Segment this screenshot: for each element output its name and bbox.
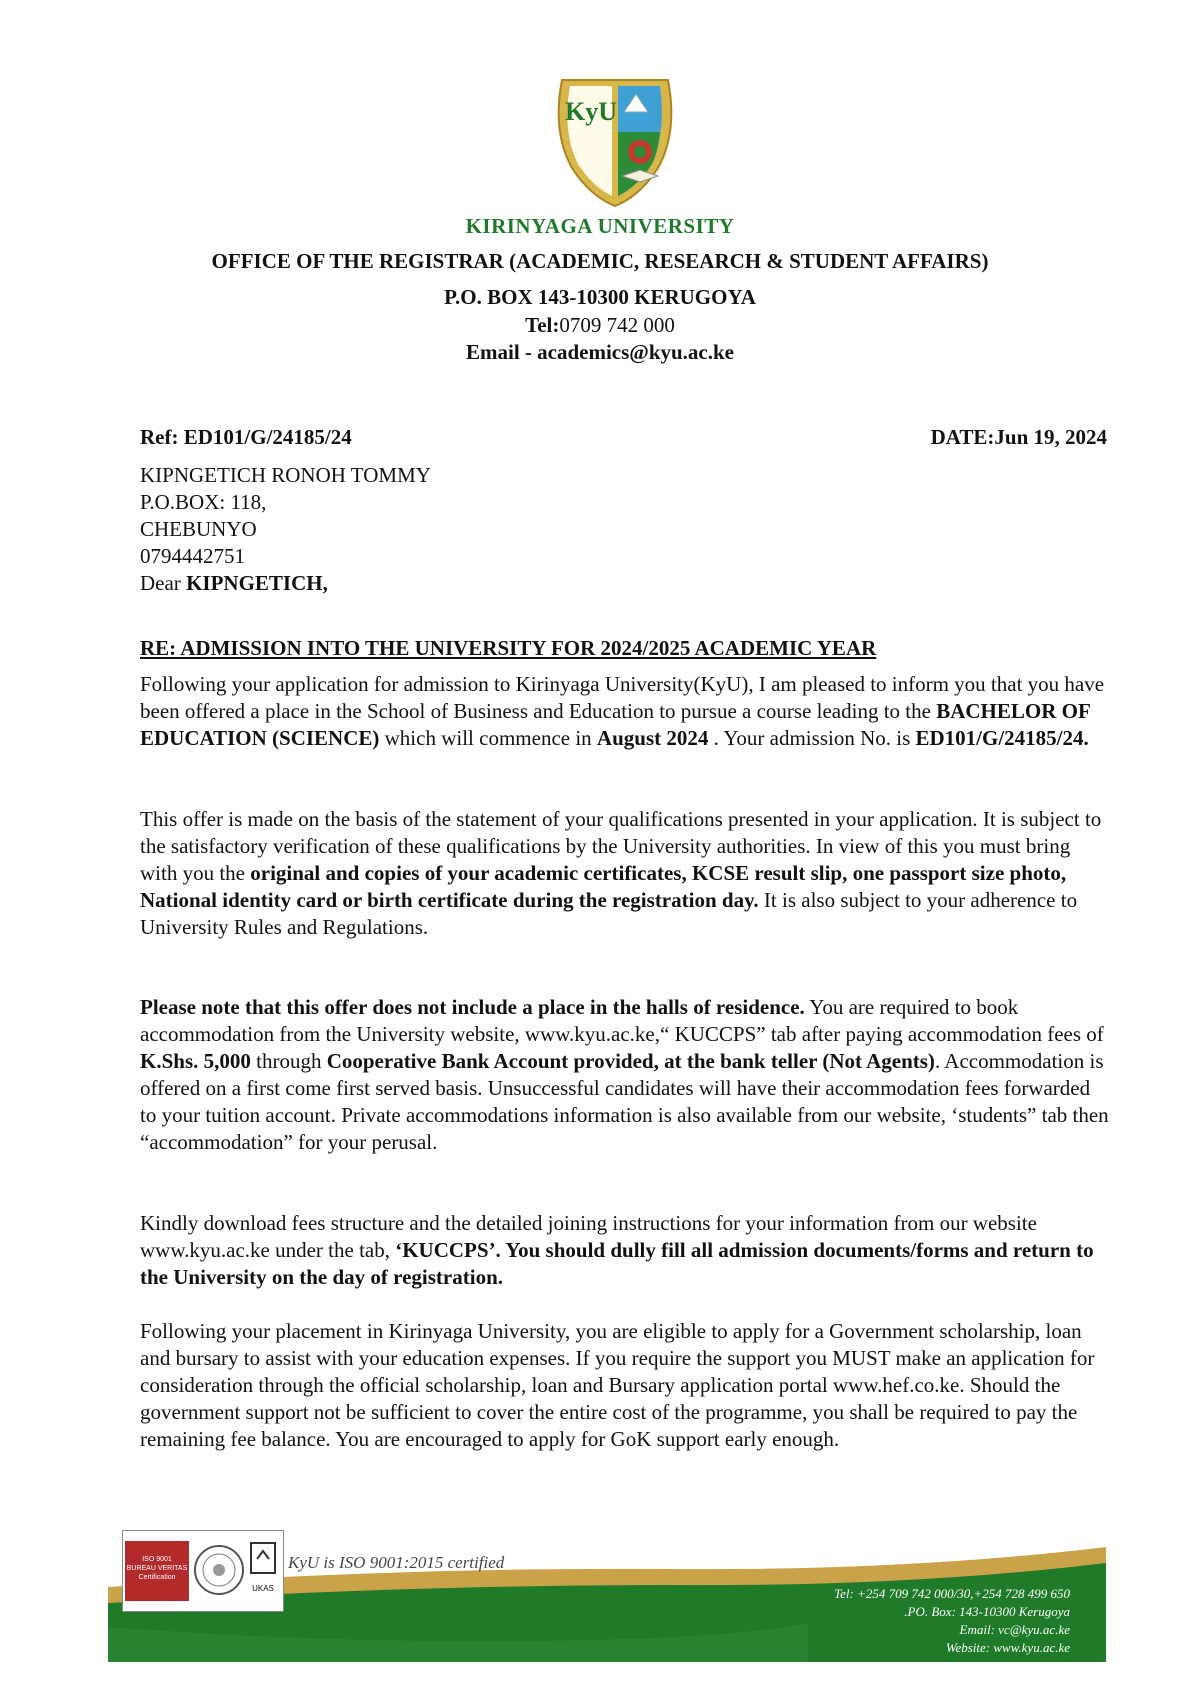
forms-instruction: ‘KUCCPS’. You should dully fill all admission documents/forms and return to the University on the day of registration. xyxy=(140,1238,1094,1289)
crest-letters: KyU xyxy=(565,97,617,126)
paragraph-accommodation: Please note that this offer does not include a place in the halls of residence. You are required to book accommodation from the University website, www.kyu.ac.ke,“ KUCCPS” tab after paying accommodation fees of K.Shs. 5,000 through Cooperative Bank Account provided, at the bank teller (Not Agents). Accommodation is offered on a first come first served basis. Unsuccessful candidates will have their accommodation fees forwarded to your tuition account. Private accommodations information is also available from our website, ‘students” tab then “accommodation” for your perusal. xyxy=(140,995,1109,1154)
residence-note: Please note that this offer does not include a place in the halls of residence. xyxy=(140,995,805,1019)
recipient-address xyxy=(140,462,431,597)
letter-subject: RE: ADMISSION INTO THE UNIVERSITY FOR 2024/2025 ACADEMIC YEAR xyxy=(140,636,877,660)
salutation xyxy=(140,570,431,597)
certification-badge xyxy=(122,1530,284,1612)
ukas-logo xyxy=(247,1539,279,1601)
salutation-word: Dear xyxy=(140,571,181,595)
recipient-name: KIPNGETICH RONOH TOMMY xyxy=(140,463,431,487)
tel-number: 0709 742 000 xyxy=(559,313,675,337)
paragraph-verification: This offer is made on the basis of the statement of your qualifications presented in your application. It is subject to the satisfactory verification of these qualifications by the University authorities. In view of this you must bring with you the original and copies of your academic certificates, KCSE result slip, one passport size photo, National identity card or birth certificate during the registration day. It is also subject to your adherence to University Rules and Regulations. xyxy=(140,807,1102,939)
ukas-crown-icon xyxy=(247,1539,279,1579)
commencement-date: August 2024 xyxy=(596,726,709,750)
paragraph-scholarship: Following your placement in Kirinyaga University, you are eligible to apply for a Government scholarship, loan and bursary to assist with your education expenses. If you require the support you MUST make an application for consideration through the official scholarship, loan and Bursary application portal www.hef.co.ke. Should the government support not be sufficient to cover the entire cost of the programme, you shall be required to pay the remaining fee balance. You are encouraged to apply for GoK support early enough. xyxy=(140,1319,1095,1451)
tel-label: Tel: xyxy=(525,313,560,337)
course-name: BACHELOR OF EDUCATION (SCIENCE) xyxy=(140,699,1091,750)
certification-seal-icon xyxy=(193,1535,245,1605)
university-crest-logo xyxy=(540,72,690,212)
footer-tel: Tel: +254 709 742 000/30,+254 728 499 650 xyxy=(834,1586,1070,1601)
office-email: Email - academics@kyu.ac.ke xyxy=(465,340,735,364)
accommodation-fee: K.Shs. 5,000 xyxy=(140,1049,251,1073)
payment-method: Cooperative Bank Account provided, at the bank teller (Not Agents) xyxy=(326,1049,935,1073)
recipient-phone: 0794442751 xyxy=(140,544,245,568)
bureau-veritas-logo: ISO 9001 BUREAU VERITAS Certification xyxy=(125,1541,189,1601)
ukas-label: UKAS xyxy=(252,1584,274,1593)
recipient-town: CHEBUNYO xyxy=(140,517,257,541)
footer-email: Email: vc@kyu.ac.ke xyxy=(959,1622,1070,1637)
footer-box: .PO. Box: 143-10300 Kerugoya xyxy=(904,1604,1070,1619)
letter-date: DATE:Jun 19, 2024 xyxy=(930,425,1107,449)
reference-number: Ref: ED101/G/24185/24 xyxy=(140,425,352,449)
postal-address: P.O. BOX 143-10300 KERUGOYA xyxy=(444,285,756,309)
paragraph-offer: Following your application for admission to Kirinyaga University(KyU), I am pleased to inform you that you have been offered a place in the School of Business and Education to pursue a course leading to the BACHELOR OF EDUCATION (SCIENCE) which will commence in August 2024 . Your admission No. is ED101/G/24185/24. xyxy=(140,672,1105,750)
office-title: OFFICE OF THE REGISTRAR (ACADEMIC, RESEARCH & STUDENT AFFAIRS) xyxy=(211,249,989,273)
iso-certification-text: KyU is ISO 9001:2015 certified xyxy=(288,1553,505,1572)
footer-contact xyxy=(834,1585,1070,1657)
admission-number: ED101/G/24185/24. xyxy=(915,726,1089,750)
paragraph-fees-structure: Kindly download fees structure and the detailed joining instructions for your information from our website www.kyu.ac.ke under the tab, ‘KUCCPS’. You should dully fill all admission documents/forms and return to the University on the day of registration. xyxy=(140,1211,1094,1289)
university-name: KIRINYAGA UNIVERSITY xyxy=(465,214,735,238)
required-documents: original and copies of your academic certificates, KCSE result slip, one passport size photo, National identity card or birth certificate during the registration day. xyxy=(140,861,1067,912)
salutation-name: KIPNGETICH, xyxy=(186,571,328,595)
footer-website: Website: www.kyu.ac.ke xyxy=(945,1640,1070,1655)
telephone xyxy=(0,313,1200,338)
recipient-box: P.O.BOX: 118, xyxy=(140,490,267,514)
